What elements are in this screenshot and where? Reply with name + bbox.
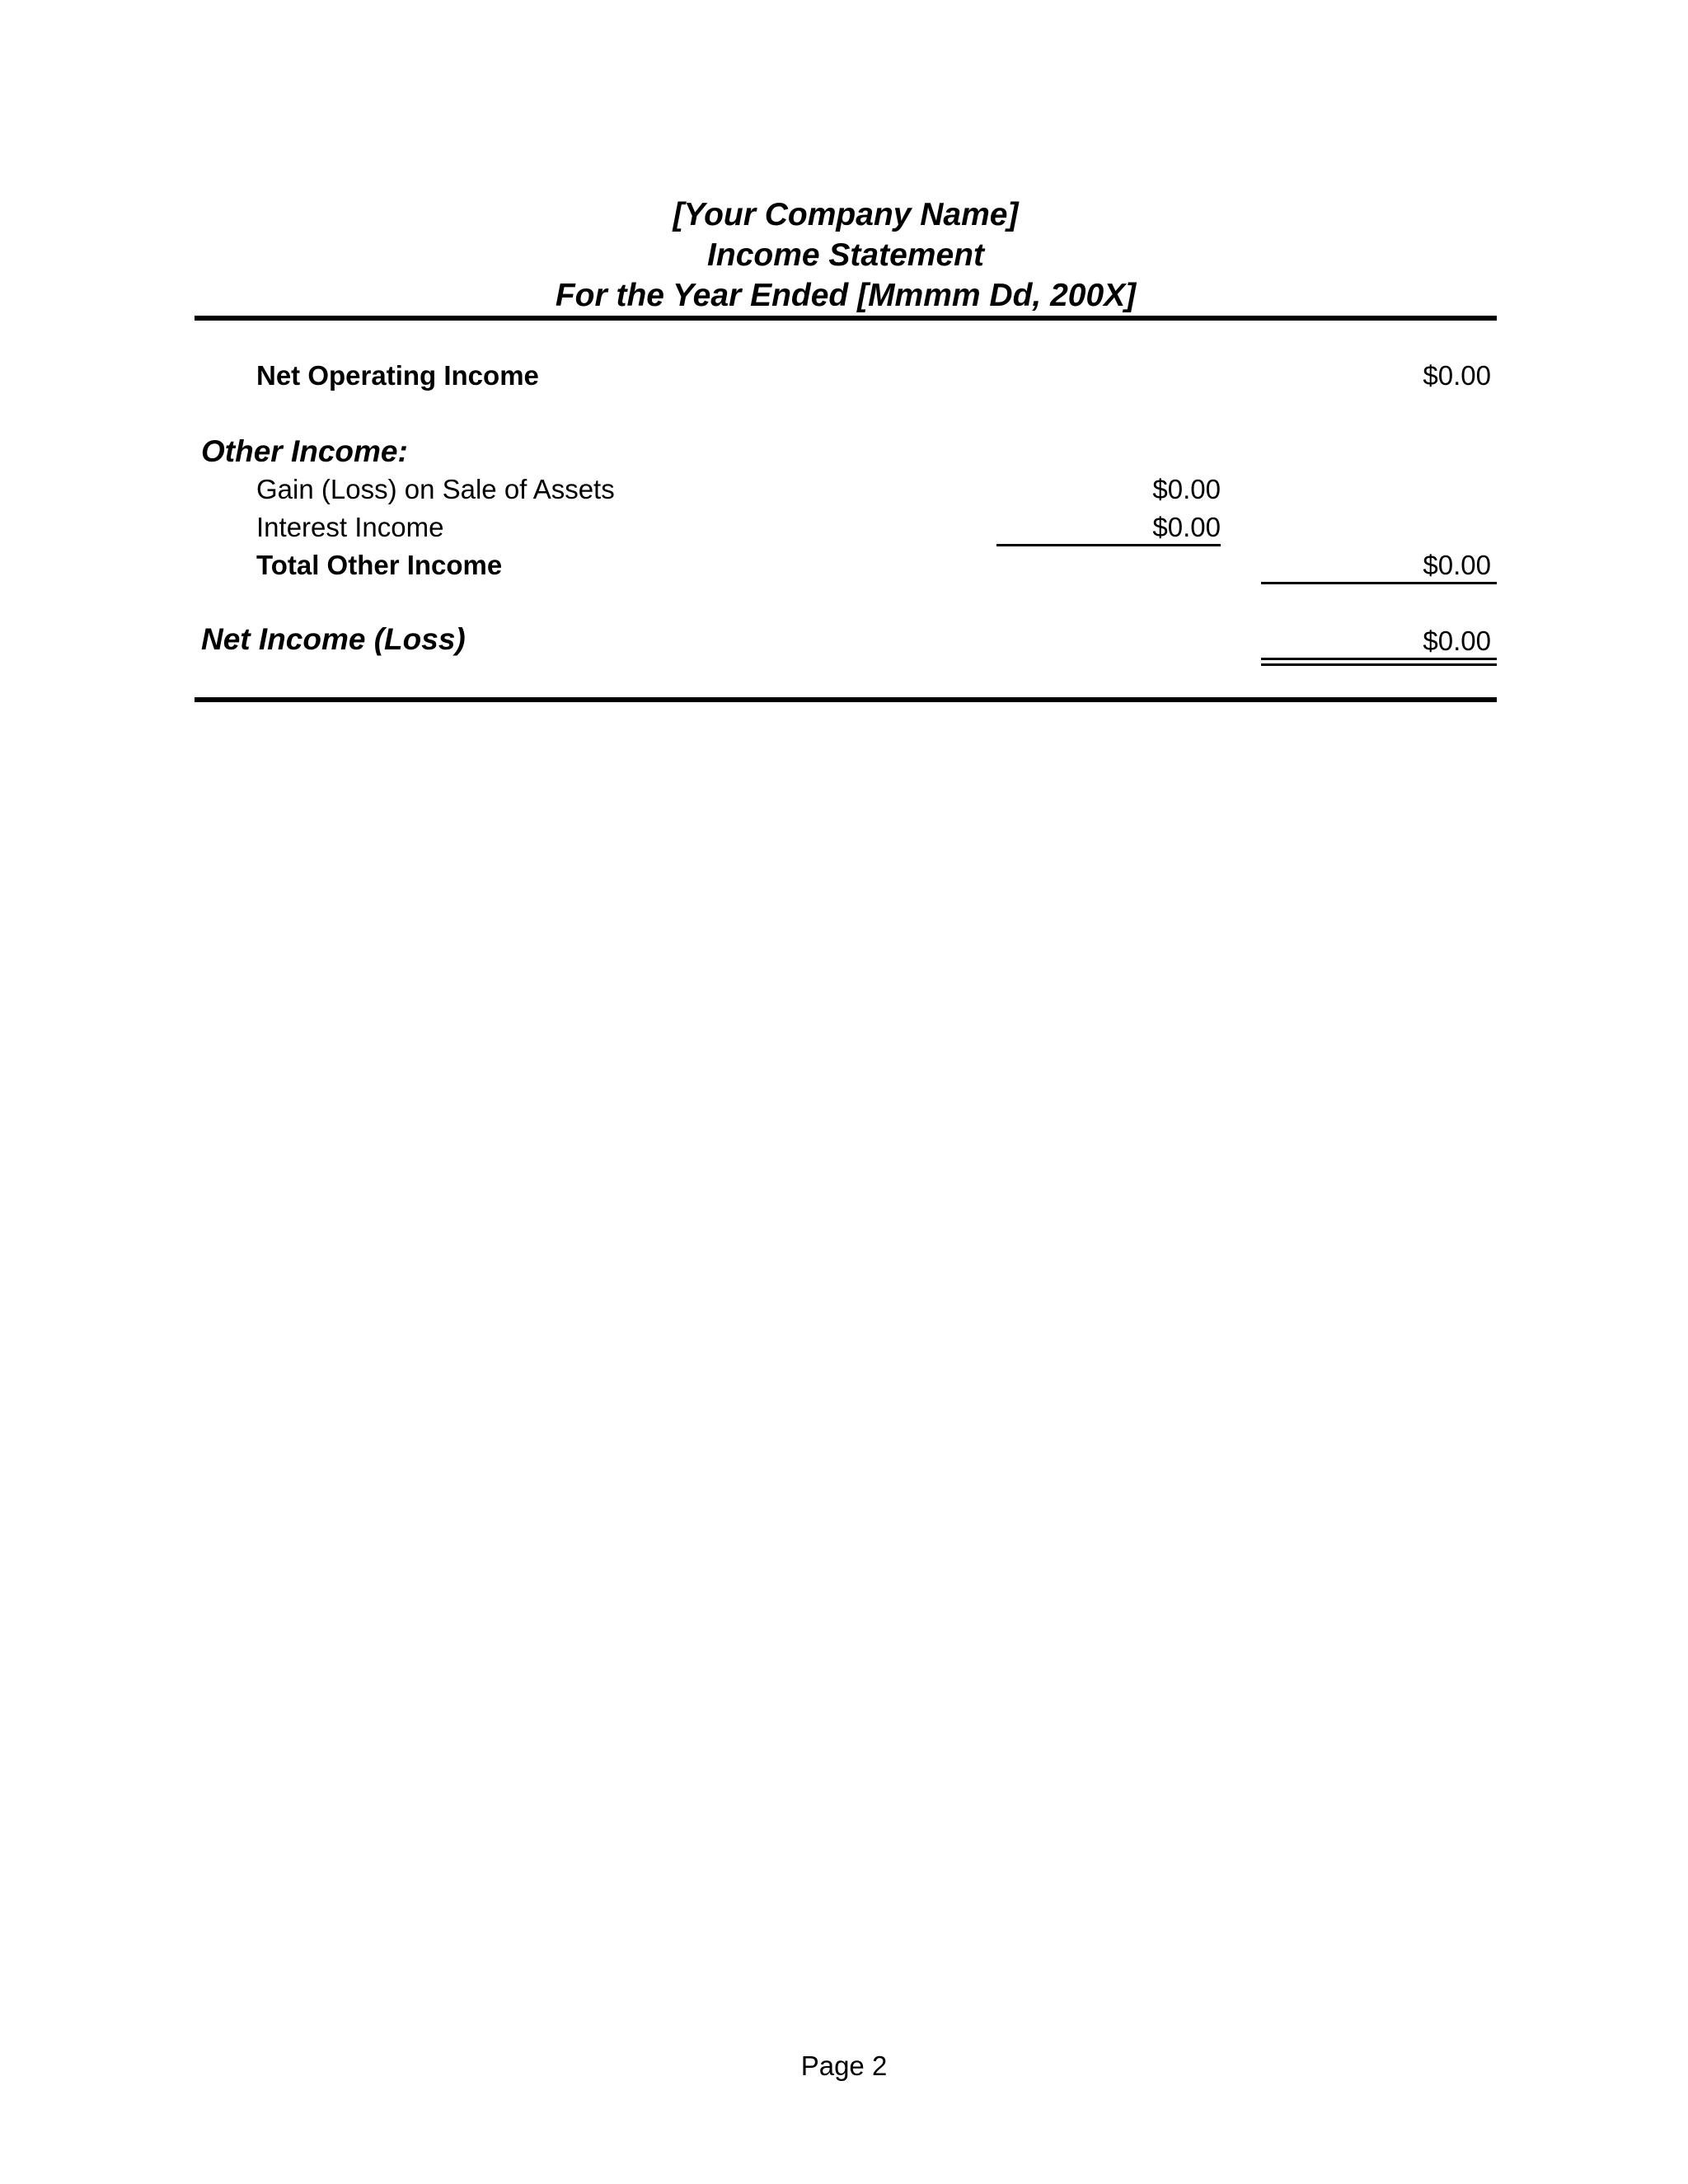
- total-other-income-value: $0.00: [1423, 550, 1491, 580]
- interest-income-value: $0.00: [1152, 512, 1221, 542]
- company-name: [Your Company Name]: [673, 197, 1019, 232]
- page-number: Page 2: [800, 2050, 888, 2081]
- total-other-income-label: Total Other Income: [256, 550, 503, 580]
- header-rule: [195, 316, 1497, 321]
- footer-rule: [195, 697, 1497, 702]
- gain-loss-label: Gain (Loss) on Sale of Assets: [256, 474, 615, 504]
- net-income-value: $0.00: [1423, 626, 1491, 656]
- net-operating-income-value: $0.00: [1423, 360, 1491, 391]
- double-underline-bottom: [1261, 663, 1497, 666]
- double-underline-top: [1261, 658, 1497, 660]
- interest-income-label: Interest Income: [256, 512, 444, 542]
- net-income-label: Net Income (Loss): [201, 622, 466, 656]
- gain-loss-value: $0.00: [1152, 474, 1221, 504]
- net-operating-income-label: Net Operating Income: [256, 360, 539, 391]
- statement-title: Income Statement: [707, 237, 984, 273]
- total-underline: [1261, 582, 1497, 584]
- other-income-heading: Other Income:: [201, 434, 408, 468]
- subtotal-underline: [996, 544, 1221, 546]
- statement-period: For the Year Ended [Mmmm Dd, 200X]: [555, 278, 1137, 313]
